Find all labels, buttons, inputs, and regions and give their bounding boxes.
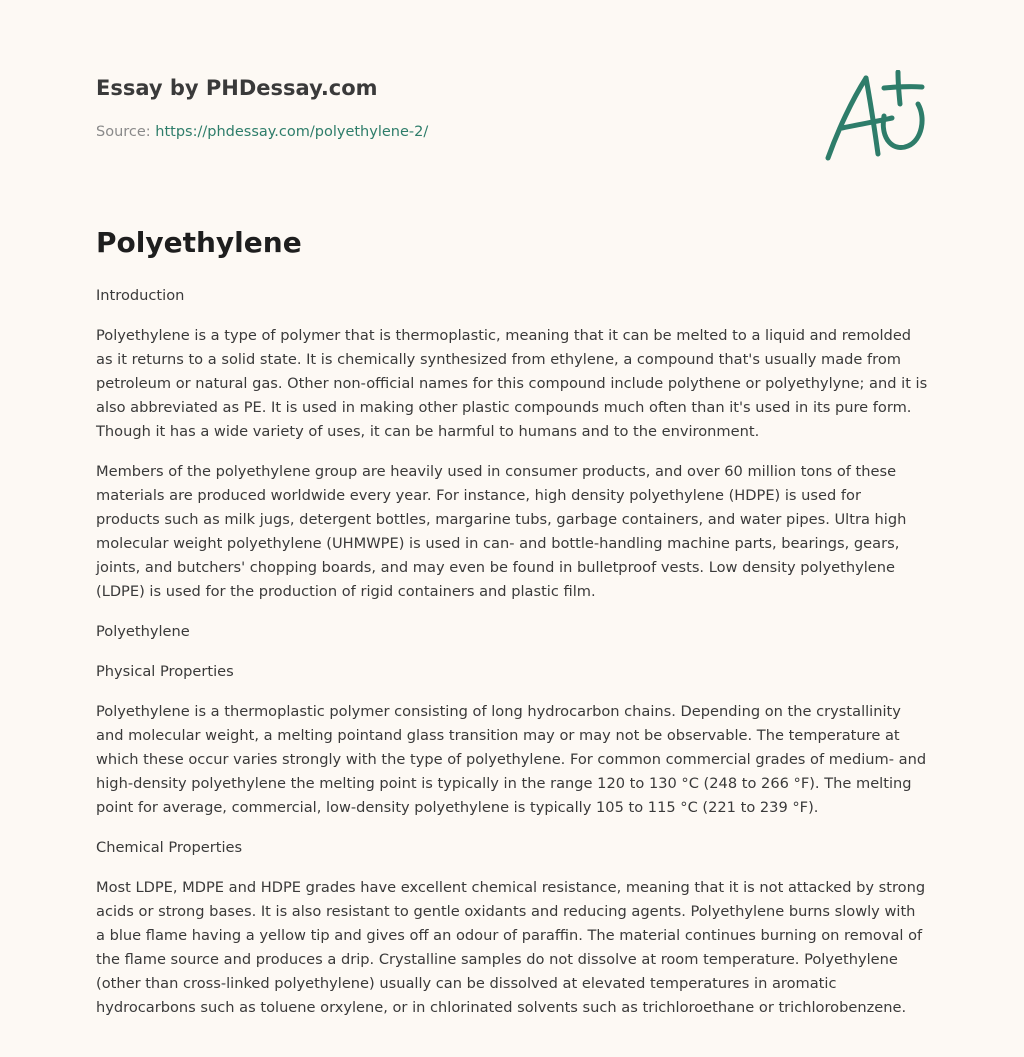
paragraph: Polyethylene is a type of polymer that is thermoplastic, meaning that it can be melted to a liquid and remolded as it returns to a solid state. It is chemically synthesized from ethylene, a compound that's usually made from petroleum or natural gas. Other non-official names for this compound include polythene or polyethylyne; and it is also abbreviated as PE. It is used in making other plastic compounds much often than it's used in its pure form. Though it has a wide variety of uses, it can be harmful to humans and to the environment.	[96, 327, 928, 440]
paragraph: Polyethylene is a thermoplastic polymer consisting of long hydrocarbon chains. Depending on the crystallinity and molecular weight, a melting pointand glass transition may or may not be observable. The temperature at which these occur varies strongly with the type of polyethylene. For common commercial grades of medium- and high-density polyethylene the melting point is typically in the range 120 to 130 °C (248 to 266 °F). The melting point for average, commercial, low-density polyethylene is typically 105 to 115 °C (221 to 239 °F).	[96, 703, 927, 816]
document-title: Polyethylene	[96, 226, 302, 259]
site-title: Essay by PHDessay.com	[96, 76, 378, 100]
paragraph: Members of the polyethylene group are heavily used in consumer products, and over 60 million tons of these materials are produced worldwide every year. For instance, high density polyethylene (HDPE) is used for products such as milk jugs, detergent bottles, margarine tubs, garbage containers, and water pipes. Ultra high molecular weight polyethylene (UHMWPE) is used in can- and bottle-handling machine parts, bearings, gears, joints, and butchers' chopping boards, and may even be found in bulletproof vests. Low density polyethylene (LDPE) is used for the production of rigid containers and plastic film.	[96, 463, 907, 600]
a-plus-logo-icon	[822, 70, 928, 166]
source-line	[96, 124, 428, 140]
section-heading-polyethylene: Polyethylene	[96, 623, 190, 640]
section-heading-physical-properties: Physical Properties	[96, 663, 234, 680]
section-heading-chemical-properties: Chemical Properties	[96, 839, 243, 856]
site-header	[96, 76, 928, 176]
section-heading-introduction: Introduction	[96, 287, 185, 304]
document-body	[96, 284, 928, 1036]
source-label: Source:	[96, 124, 156, 140]
source-link[interactable]: https://phdessay.com/polyethylene-2/	[155, 124, 429, 140]
paragraph: Most LDPE, MDPE and HDPE grades have excellent chemical resistance, meaning that it is not attacked by strong acids or strong bases. It is also resistant to gentle oxidants and reducing agents. Polyethylene burns slowly with a blue flame having a yellow tip and gives off an odour of paraffin. The material continues burning on removal of the flame source and produces a drip. Crystalline samples do not dissolve at room temperature. Polyethylene (other than cross-linked polyethylene) usually can be dissolved at elevated temperatures in aromatic hydrocarbons such as toluene orxylene, or in chlorinated solvents such as trichloroethane or trichlorobenzene.	[96, 879, 926, 1016]
